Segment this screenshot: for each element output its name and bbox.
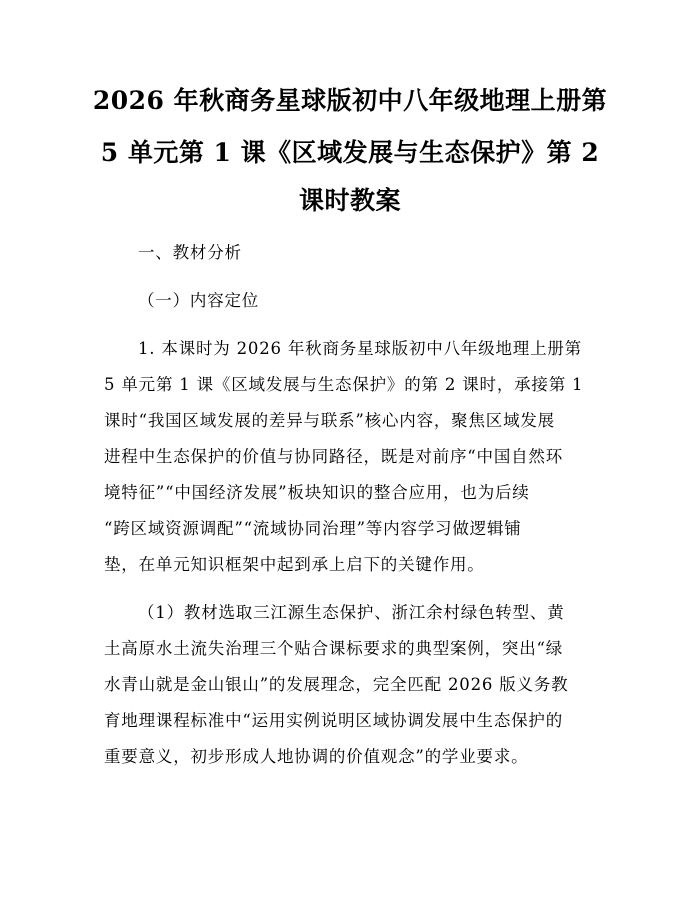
paragraph-line: 课时“我国区域发展的差异与联系”核心内容，聚焦区域发展	[104, 411, 555, 430]
paragraph-line: 5 单元第 1 课《区域发展与生态保护》的第 2 课时，承接第 1	[104, 375, 584, 394]
paragraph-line: 重要意义，初步形成人地协调的价值观念”的学业要求。	[104, 747, 529, 766]
paragraph-line: “跨区域资源调配”“流域协同治理”等内容学习做逻辑铺	[104, 519, 522, 538]
paragraph-line: 境特征”“中国经济发展”板块知识的整合应用，也为后续	[104, 483, 530, 502]
document-title-line-2: 5 单元第 1 课《区域发展与生态保护》第 2	[100, 138, 600, 167]
document-title-line-1: 2026 年秋商务星球版初中八年级地理上册第	[92, 86, 608, 115]
paragraph-line: 进程中生态保护的价值与协同路径，既是对前序“中国自然环	[104, 447, 564, 466]
paragraph-line: （1）教材选取三江源生态保护、浙江余村绿色转型、黄	[138, 603, 565, 622]
section-heading: 一、教材分析	[138, 243, 242, 262]
paragraph-line: 土高原水土流失治理三个贴合课标要求的典型案例，突出“绿	[104, 639, 564, 658]
paragraph-line: 1. 本课时为 2026 年秋商务星球版初中八年级地理上册第	[138, 339, 582, 358]
document-title-line-3: 课时教案	[298, 186, 401, 215]
paragraph-line: 垫，在单元知识框架中起到承上启下的关键作用。	[104, 555, 485, 574]
subsection-heading: （一）内容定位	[138, 291, 260, 310]
paragraph-line: 水青山就是金山银山”的发展理念，完全匹配 2026 版义务教	[104, 675, 569, 694]
paragraph-line: 育地理课程标准中“运用实例说明区域协调发展中生态保护的	[104, 711, 564, 730]
